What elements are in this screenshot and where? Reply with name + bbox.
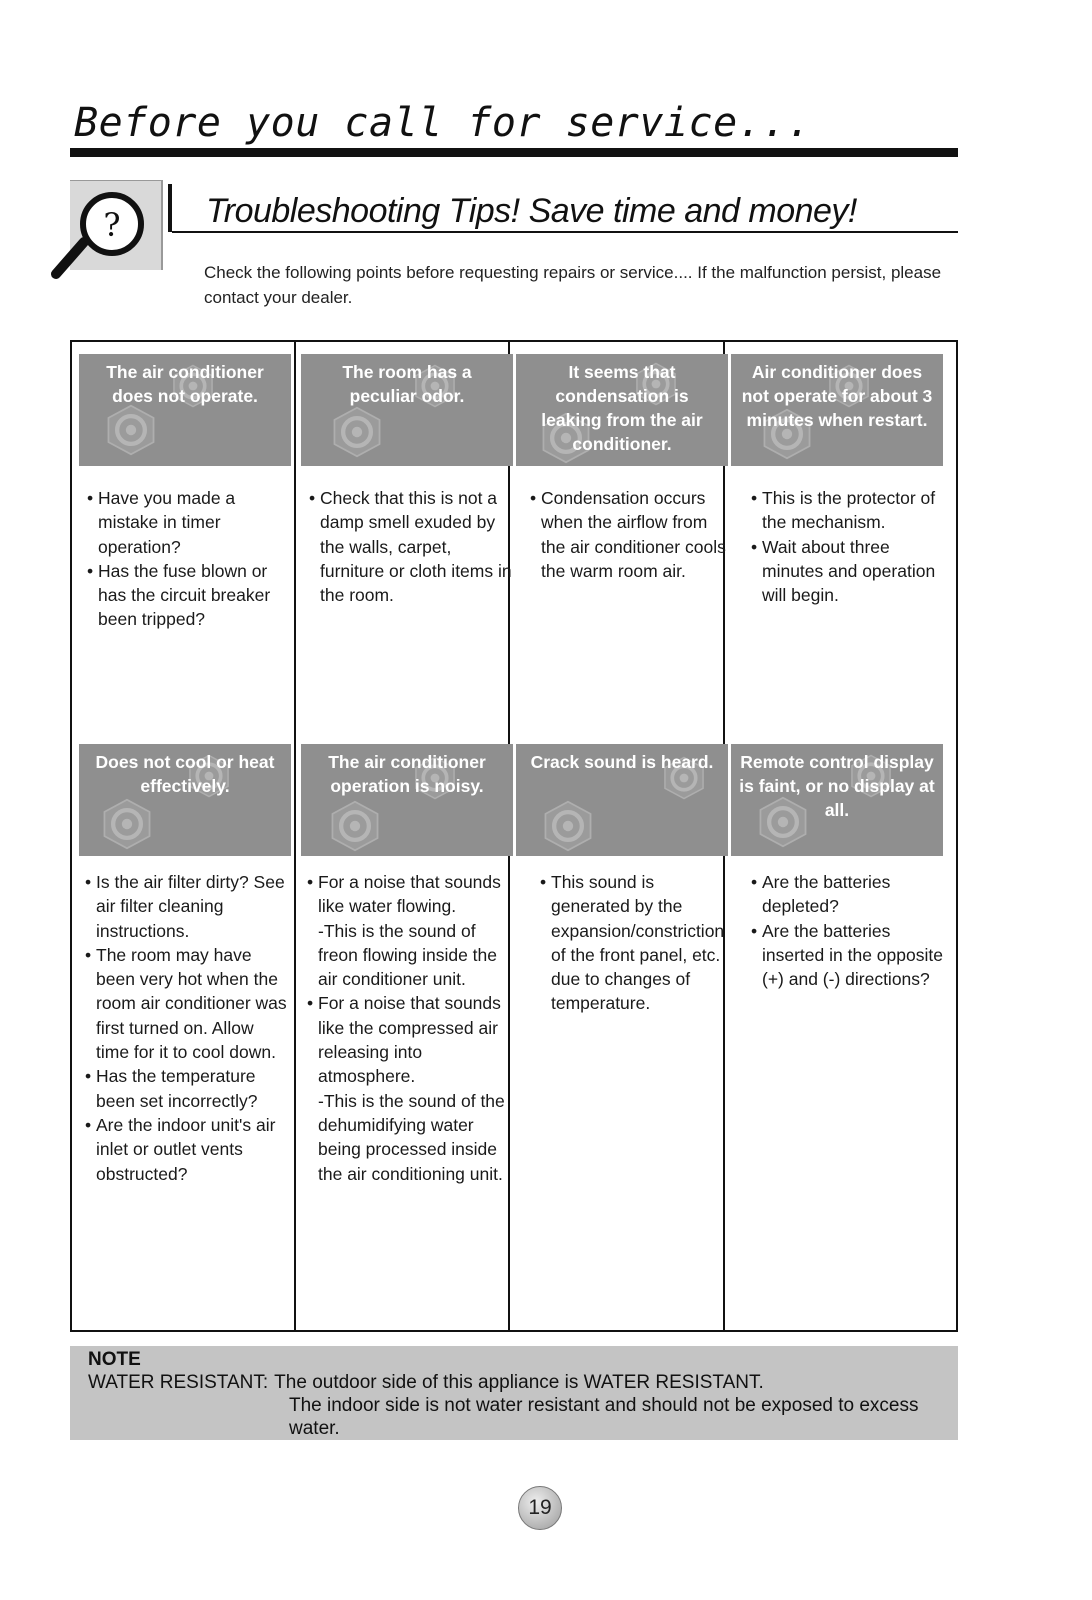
solution-text: Is the air filter dirty? See air filter cleaning instructions. (96, 872, 285, 941)
solution-text: Are the batteries inserted in the opposite (+) and (-) directions? (762, 920, 943, 990)
solution-list (307, 870, 513, 1186)
spiral-watermark-icon (331, 406, 383, 458)
solution-item (751, 919, 943, 992)
solution-item (751, 486, 943, 535)
solution-list (85, 870, 291, 1186)
bullet-icon: • (87, 560, 94, 581)
solution-text: Wait about three minutes and operation will begin. (762, 536, 936, 606)
bullet-icon: • (751, 872, 758, 892)
bullet-icon: • (307, 993, 314, 1014)
page-title: Before you call for service... (74, 100, 812, 146)
spiral-watermark-icon (105, 404, 157, 456)
problem-header (79, 744, 291, 856)
problem-cell (516, 354, 728, 466)
solution-item (85, 1064, 291, 1113)
spiral-watermark-icon (101, 798, 153, 850)
solution-item (540, 870, 728, 1016)
solution-item (85, 1113, 291, 1186)
grid-divider (294, 342, 296, 1330)
bullet-icon: • (751, 920, 758, 941)
solution-text: This is the protector of the mechanism. (762, 488, 936, 533)
problem-title: Crack sound is heard. (530, 752, 714, 772)
spiral-watermark-icon (329, 800, 381, 852)
bullet-icon: • (87, 488, 94, 508)
problem-title: Remote control display is faint, or no display at all. (739, 752, 935, 820)
bullet-icon: • (751, 536, 758, 557)
solution-text: Have you made a mistake in timer operation? (98, 488, 236, 557)
solution-text: Check that this is not a damp smell exuded by the walls, carpet, furniture or cloth items in the room. (320, 488, 512, 606)
solution-text: This sound is generated by the expansion/constriction of the front panel, etc. due to changes of temperature. (551, 872, 725, 1014)
solution-text: Has the temperature been set incorrectly? (96, 1066, 258, 1111)
bullet-icon: • (85, 1114, 92, 1135)
solution-text: Are the indoor unit's air inlet or outlet vents obstructed? (96, 1114, 276, 1184)
problem-cell (731, 744, 943, 856)
problem-cell (301, 744, 513, 856)
bullet-icon: • (309, 488, 316, 508)
solution-item (87, 559, 291, 632)
solution-list (530, 486, 728, 583)
solution-text: Are the batteries depleted? (762, 872, 891, 917)
spiral-watermark-icon (542, 800, 594, 852)
solution-item (85, 870, 291, 943)
problem-header (731, 354, 943, 466)
solution-text: Condensation occurs when the airflow from the air conditioner cools the warm room air. (541, 488, 726, 581)
solution-text: For a noise that sounds like water flowing. -This is the sound of freon flowing inside the air conditioner unit. (318, 872, 501, 990)
solution-item (751, 535, 943, 608)
solution-item (307, 870, 513, 991)
tips-title: Troubleshooting Tips! Save time and money! (206, 192, 857, 230)
problem-title: The air conditioner operation is noisy. (328, 752, 486, 796)
problem-cell (79, 354, 291, 466)
tips-underline (172, 231, 958, 233)
note-line-1: The outdoor side of this appliance is WATER RESISTANT. (274, 1372, 764, 1393)
bullet-icon: • (530, 488, 537, 508)
bullet-icon: • (307, 872, 314, 892)
magnifier-question-icon (50, 180, 166, 282)
solution-item (87, 486, 291, 559)
problem-title: The air conditioner does not operate. (106, 362, 264, 406)
problem-cell (79, 744, 291, 856)
bullet-icon: • (85, 1066, 92, 1087)
tips-vertical-bar (168, 184, 172, 232)
solution-item (530, 486, 728, 583)
problem-title: Does not cool or heat effectively. (95, 752, 275, 796)
page-number: 19 (518, 1486, 562, 1530)
problem-cell (731, 354, 943, 466)
problem-cell (301, 354, 513, 466)
problem-header (301, 744, 513, 856)
note-label: WATER RESISTANT: (88, 1372, 269, 1393)
intro-text: Check the following points before requesting repairs or service.... If the malfunction persist, please contact your dealer. (204, 263, 942, 307)
bullet-icon: • (85, 944, 92, 965)
problem-header (516, 744, 728, 856)
problem-cell (516, 744, 728, 856)
solution-text: For a noise that sounds like the compressed air releasing into atmosphere. -This is the sound of the dehumidifying water being processed inside the air conditioning unit. (318, 993, 505, 1184)
note-line-2: The indoor side is not water resistant and should not be exposed to excess water. (289, 1395, 919, 1439)
solution-list (309, 486, 513, 607)
problem-header (731, 744, 943, 856)
problem-header (301, 354, 513, 466)
solution-list (751, 870, 943, 991)
solution-item (307, 991, 513, 1185)
solution-item (751, 870, 943, 919)
problem-title: The room has a peculiar odor. (342, 362, 472, 406)
solution-text: The room may have been very hot when the room air conditioner was first turned on. Allow time for it to cool down. (96, 944, 287, 1063)
problem-title: Air conditioner does not operate for about 3 minutes when restart. (741, 362, 933, 430)
solution-list (87, 486, 291, 632)
note-title: NOTE (88, 1349, 141, 1370)
problem-title: It seems that condensation is leaking from the air conditioner. (541, 362, 703, 454)
title-rule (70, 148, 958, 157)
bullet-icon: • (751, 488, 758, 508)
solution-item (85, 943, 291, 1064)
solution-list (540, 870, 728, 1016)
bullet-icon: • (85, 872, 92, 892)
bullet-icon: • (540, 872, 547, 892)
problem-header (79, 354, 291, 466)
svg-text:?: ? (103, 206, 121, 244)
note-box (70, 1346, 958, 1440)
solution-list (751, 486, 943, 607)
note-row (88, 1371, 940, 1394)
solution-text: Has the fuse blown or has the circuit breaker been tripped? (98, 560, 271, 630)
solution-item (309, 486, 513, 607)
problem-header (516, 354, 728, 466)
